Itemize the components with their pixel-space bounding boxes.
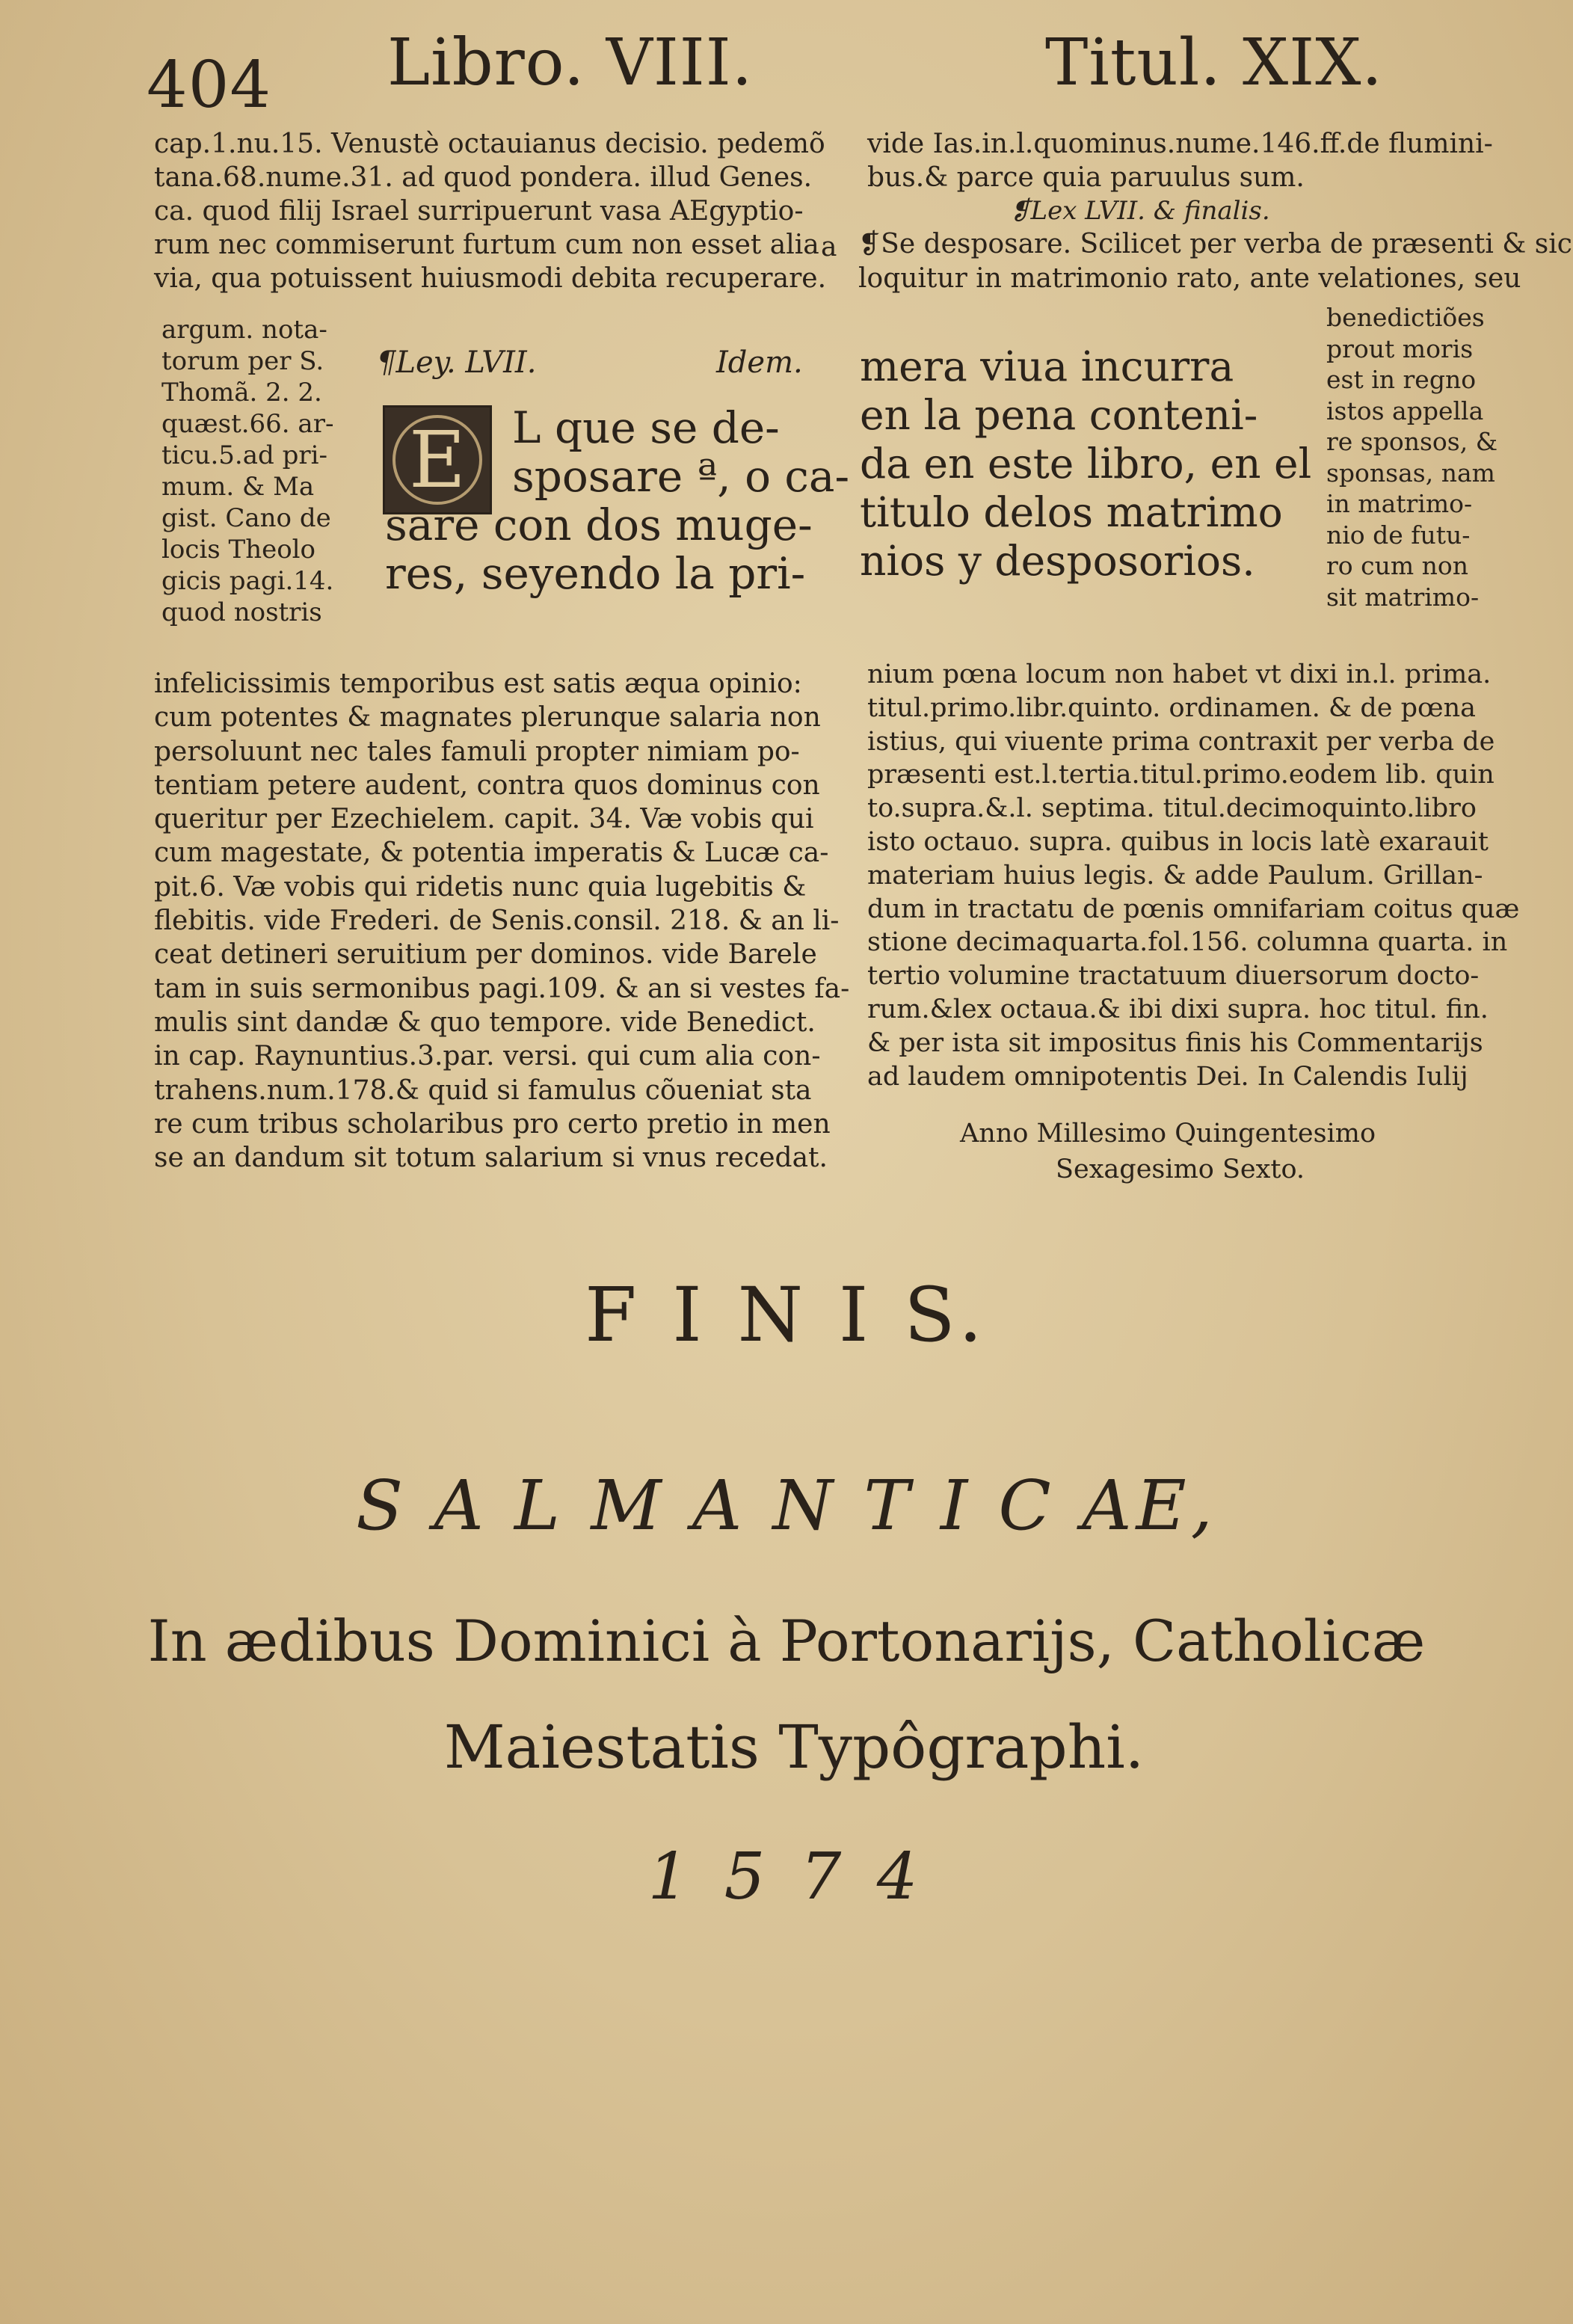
- text-line: loquitur in matrimonio rato, ante velationes, seu: [858, 263, 1521, 294]
- law-text-right: [860, 342, 1311, 585]
- running-head-book: Libro. VIII.: [387, 25, 754, 100]
- text-line: rum.&lex octaua.& ibi dixi supra. hoc titul. fin.: [867, 994, 1489, 1024]
- law-line: titulo delos matrimo: [860, 488, 1283, 536]
- text-line: gicis pagi.14.: [161, 566, 334, 596]
- ley-heading-idem: Idem.: [716, 345, 803, 380]
- text-line: cum potentes & magnates plerunque salaria non: [154, 702, 821, 734]
- text-line: mum. & Ma: [161, 472, 315, 502]
- text-line: via, qua potuissent huiusmodi debita recuperare.: [154, 263, 827, 294]
- initial-letter: E: [409, 414, 466, 505]
- law-line: nios y desposorios.: [860, 537, 1255, 585]
- text-line: & per ista sit impositus finis his Commentarijs: [867, 1027, 1483, 1058]
- right-top-text: [867, 127, 1493, 194]
- law-line: mera viua incurra: [860, 342, 1234, 390]
- text-line: tam in suis sermonibus pagi.109. & an si vestes fa-: [154, 973, 850, 1004]
- lex-heading: ❡Lex LVII. & finalis.: [1009, 196, 1270, 226]
- text-line: sponsas, nam: [1326, 458, 1495, 488]
- date-line-2: Sexagesimo Sexto.: [1056, 1155, 1305, 1184]
- text-line: to.supra.&.l. septima. titul.decimoquinto.libro: [867, 793, 1477, 824]
- text-line: argum. nota-: [161, 315, 327, 345]
- text-line: materiam huius legis. & adde Paulum. Grillan-: [867, 860, 1483, 891]
- date-line-1: Anno Millesimo Quingentesimo: [960, 1119, 1376, 1149]
- right-gloss-text: [858, 227, 1572, 296]
- text-line: est in regno: [1326, 365, 1477, 394]
- right-margin-gloss: [1326, 302, 1497, 612]
- law-line: res, seyendo la pri-: [385, 548, 806, 599]
- running-head-title: Titul. XIX.: [1045, 25, 1383, 100]
- text-line: quæst.66. ar-: [161, 409, 334, 439]
- text-line: pit.6. Væ vobis qui ridetis nunc quia lugebitis &: [154, 871, 807, 903]
- text-line: prout moris: [1326, 333, 1474, 363]
- text-line: nio de futu-: [1326, 520, 1471, 550]
- text-line: locis Theolo: [161, 535, 316, 565]
- text-line: re cum tribus scholaribus pro certo pretio in men: [154, 1108, 831, 1140]
- text-line: stione decimaquarta.fol.156. columna quarta. in: [867, 927, 1508, 958]
- text-line: dum in tractatu de pœnis omnifariam coitus quæ: [867, 894, 1520, 924]
- finis: F I N I S.: [585, 1271, 988, 1359]
- text-line: rum nec commiserunt furtum cum non esset alia: [154, 230, 819, 260]
- ley-heading: ¶Ley. LVII.: [377, 345, 537, 380]
- law-line: L que se de-: [512, 402, 780, 453]
- law-line: en la pena conteni-: [860, 391, 1258, 439]
- text-line: titul.primo.libr.quinto. ordinamen. & de pœna: [867, 692, 1476, 723]
- law-text-left: [385, 404, 849, 598]
- left-margin-note: [161, 314, 333, 628]
- text-line: Thomã. 2. 2.: [161, 378, 322, 408]
- gloss-marker-a: a: [821, 232, 837, 262]
- text-line: re sponsos, &: [1326, 427, 1498, 456]
- left-bottom-text: [154, 667, 849, 1175]
- text-line: istos appella: [1326, 396, 1484, 425]
- text-line: ad laudem omnipotentis Dei. In Calendis Iulij: [867, 1061, 1468, 1092]
- text-line: tentiam petere audent, contra quos dominus con: [154, 769, 820, 801]
- text-line: ro cum non: [1326, 551, 1469, 580]
- text-line: benedictiões: [1326, 303, 1485, 332]
- text-line: præsenti est.l.tertia.titul.primo.eodem lib. quin: [867, 760, 1494, 790]
- text-line: bus.& parce quia paruulus sum.: [867, 162, 1305, 193]
- text-line: flebitis. vide Frederi. de Senis.consil. 218. & an li-: [154, 906, 840, 937]
- text-line: vide Ias.in.l.quominus.nume.146.ff.de flumini-: [867, 129, 1493, 159]
- text-line: ca. quod filij Israel surripuerunt vasa AEgyptio-: [154, 196, 804, 227]
- left-top-text: [154, 127, 826, 295]
- law-line: sare con dos muge-: [385, 499, 813, 550]
- law-line: sposare ª, o ca-: [512, 451, 850, 502]
- text-line: mulis sint dandæ & quo tempore. vide Benedict.: [154, 1006, 816, 1038]
- text-line: tertio volumine tractatuum diuersorum docto-: [867, 961, 1480, 992]
- text-line: cum magestate, & potentia imperatis & Lucæ ca-: [154, 837, 829, 869]
- text-line: sit matrimo-: [1326, 582, 1480, 612]
- text-line: cap.1.nu.15. Venustè octauianus decisio. pedemõ: [154, 129, 825, 159]
- text-line: istius, qui viuente prima contraxit per verba de: [867, 726, 1495, 757]
- text-line: persoluunt nec tales famuli propter nimiam po-: [154, 736, 800, 767]
- text-line: isto octauo. supra. quibus in locis latè exarauit: [867, 826, 1489, 857]
- text-line: se an dandum sit totum salarium si vnus recedat.: [154, 1143, 828, 1174]
- text-line: torum per S.: [161, 346, 324, 376]
- text-line: ceat detineri seruitium per dominos. vide Barele: [154, 939, 817, 971]
- imprint-printer-line2: Maiestatis Typôgraphi.: [443, 1712, 1145, 1782]
- text-line: in cap. Raynuntius.3.par. versi. qui cum alia con-: [154, 1041, 821, 1072]
- text-line: quod nostris: [161, 597, 322, 627]
- text-line: ❡Se desposare. Scilicet per verba de præsenti & sic: [858, 229, 1572, 259]
- imprint-year: 1 5 7 4: [647, 1839, 926, 1914]
- text-line: in matrimo-: [1326, 489, 1473, 518]
- text-line: trahens.num.178.& quid si famulus cõueniat sta: [154, 1075, 812, 1106]
- text-line: tana.68.nume.31. ad quod pondera. illud Genes.: [154, 162, 813, 193]
- law-line: da en este libro, en el: [860, 440, 1312, 488]
- text-line: gist. Cano de: [161, 503, 331, 533]
- page-number: 404: [147, 48, 272, 123]
- imprint-printer-line1: In ædibus Dominici à Portonarijs, Catholicæ: [147, 1608, 1426, 1674]
- text-line: ticu.5.ad pri-: [161, 440, 327, 470]
- right-bottom-text: [867, 658, 1519, 1093]
- text-line: nium pœna locum non habet vt dixi in.l. prima.: [867, 660, 1492, 689]
- imprint-city: S A L M A N T I C AE,: [356, 1466, 1217, 1546]
- text-line: infelicissimis temporibus est satis æqua opinio:: [154, 668, 802, 699]
- text-line: queritur per Ezechielem. capit. 34. Væ vobis qui: [154, 804, 814, 835]
